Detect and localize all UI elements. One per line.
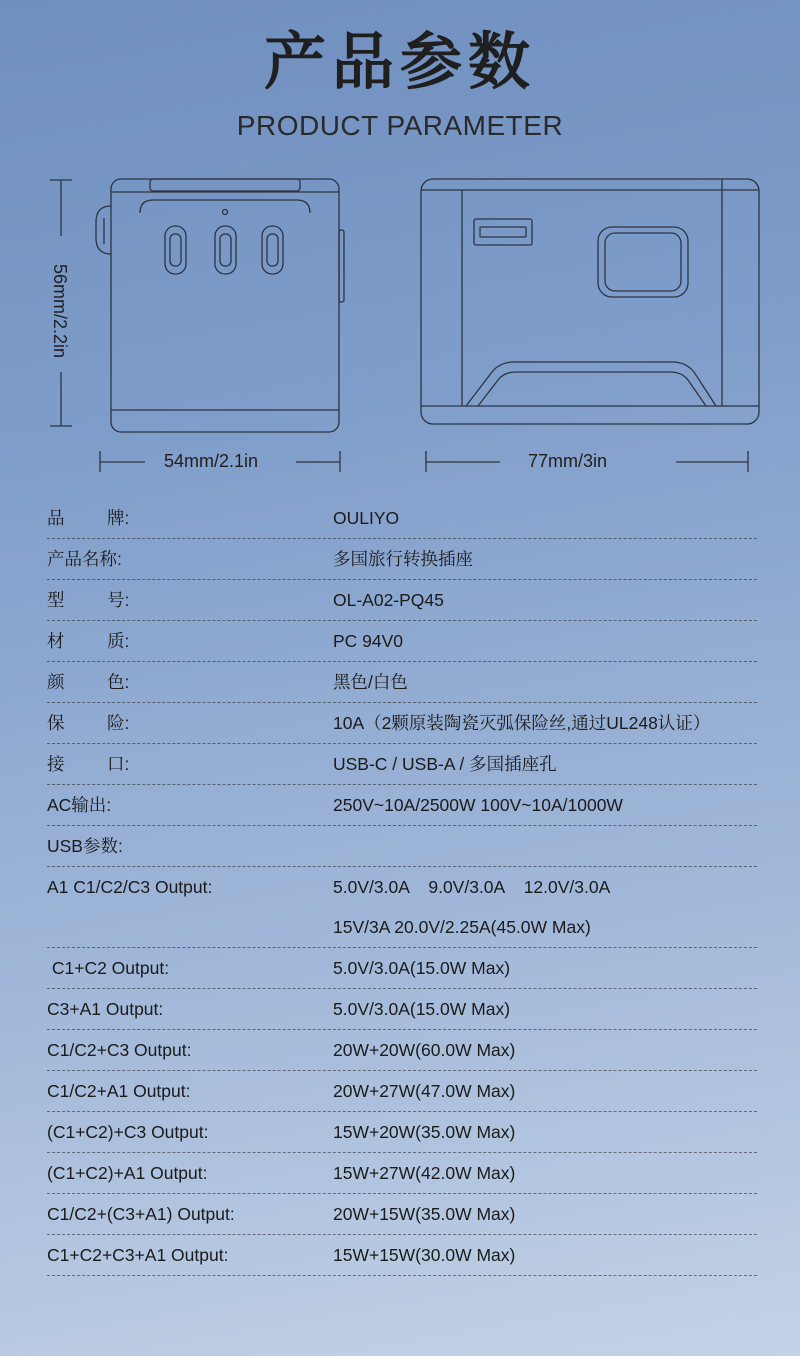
front-view-drawing [96, 179, 344, 432]
spec-label: A1 C1/C2/C3 Output: [47, 877, 213, 897]
spec-row-c1c2-a1-output [47, 1071, 757, 1112]
spec-value: 15W+15W(30.0W Max) [333, 1245, 516, 1265]
height-dimension-label: 56mm/2.2in [50, 263, 70, 359]
spec-row-c1c2-output [47, 948, 757, 989]
spec-value: OULIYO [333, 508, 400, 528]
spec-value: USB-C / USB-A / 多国插座孔 [333, 754, 557, 774]
product-drawings [0, 160, 800, 480]
spec-row-material [47, 621, 757, 662]
width-dimension-label: 54mm/2.1in [164, 451, 259, 471]
spec-value: 10A（2颗原装陶瓷灭弧保险丝,通过UL248认证） [333, 713, 711, 733]
spec-row-c3a1-output [47, 989, 757, 1030]
spec-row-c1c2-c3-output [47, 1030, 757, 1071]
spec-row-c1plusc2-c3-output [47, 1112, 757, 1153]
spec-value: 20W+20W(60.0W Max) [333, 1040, 516, 1060]
spec-label: 材 质: [47, 631, 130, 651]
page-title: 产品参数 [263, 25, 536, 98]
spec-label: C1+C2 Output: [47, 958, 170, 978]
spec-row-fuse [47, 703, 757, 744]
spec-label: C1/C2+(C3+A1) Output: [47, 1204, 235, 1224]
spec-row-model [47, 580, 757, 621]
spec-value: PC 94V0 [333, 631, 404, 651]
spec-row-usb-params [47, 826, 757, 867]
page-subtitle: PRODUCT PARAMETER [236, 110, 564, 141]
spec-value: OL-A02-PQ45 [333, 590, 444, 610]
spec-row-c1c2-c3a1-output [47, 1194, 757, 1235]
spec-label: (C1+C2)+C3 Output: [47, 1122, 209, 1142]
length-dimension-label: 77mm/3in [528, 451, 608, 471]
spec-value: 黑色/白色 [333, 672, 408, 692]
spec-row-brand [47, 498, 757, 539]
spec-label: 品 牌: [47, 508, 130, 528]
spec-value: 250V~10A/2500W 100V~10A/1000W [333, 795, 623, 815]
spec-value: 20W+27W(47.0W Max) [333, 1081, 516, 1101]
spec-row-all-ports-output [47, 1235, 757, 1276]
spec-value: 5.0V/3.0A(15.0W Max) [333, 999, 511, 1019]
spec-value: 20W+15W(35.0W Max) [333, 1204, 516, 1224]
spec-label: C1/C2+C3 Output: [47, 1040, 192, 1060]
spec-label: 颜 色: [47, 672, 130, 692]
spec-label: USB参数: [47, 836, 123, 856]
spec-label: 保 险: [47, 713, 130, 733]
spec-value: 5.0V/3.0A(15.0W Max) [333, 958, 511, 978]
spec-label: (C1+C2)+A1 Output: [47, 1163, 208, 1183]
spec-row-c1plusc2-a1-output [47, 1153, 757, 1194]
side-view-drawing [421, 179, 759, 424]
spec-value: 5.0V/3.0A 9.0V/3.0A 12.0V/3.0A [333, 877, 611, 897]
spec-value: 15W+20W(35.0W Max) [333, 1122, 516, 1142]
spec-row-product-name [47, 539, 757, 580]
spec-label: C3+A1 Output: [47, 999, 164, 1019]
spec-row-color [47, 662, 757, 703]
spec-label: C1/C2+A1 Output: [47, 1081, 191, 1101]
spec-label: 型 号: [47, 590, 130, 610]
spec-table [47, 498, 757, 1276]
spec-label: 接 口: [47, 754, 130, 774]
spec-label: C1+C2+C3+A1 Output: [47, 1245, 229, 1265]
spec-label: 产品名称: [47, 549, 122, 569]
spec-row-a1-c123-output [47, 867, 757, 907]
spec-value: 15W+27W(42.0W Max) [333, 1163, 516, 1183]
spec-value: 多国旅行转换插座 [333, 549, 473, 569]
spec-row-a1-c123-output-cont [47, 907, 757, 948]
spec-row-ac-output [47, 785, 757, 826]
spec-row-interface [47, 744, 757, 785]
spec-label: AC输出: [47, 795, 112, 815]
spec-value: 15V/3A 20.0V/2.25A(45.0W Max) [333, 917, 591, 937]
